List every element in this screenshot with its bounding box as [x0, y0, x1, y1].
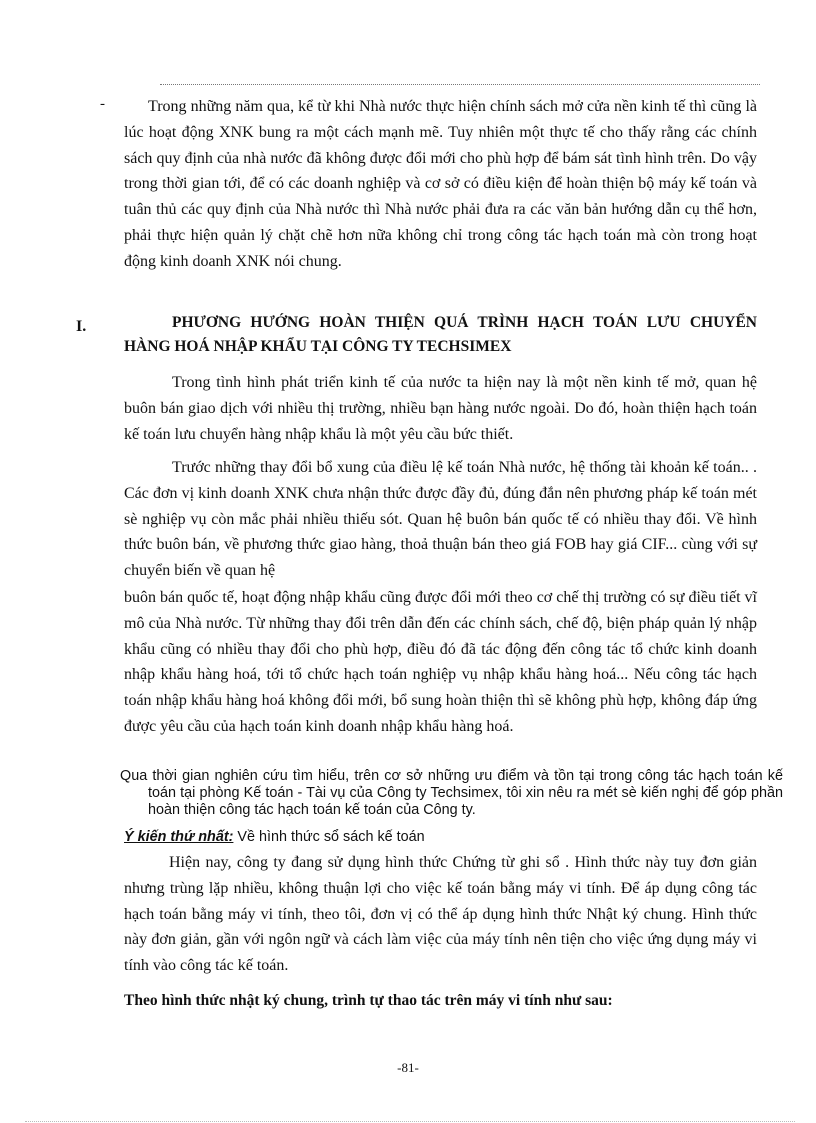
page-number: -81-: [397, 1060, 419, 1075]
paragraph-current-form: Hiện nay, công ty đang sử dụng hình thức Chứng từ ghi sổ . Hình thức này tuy đơn giản nhưng trùng lặp nhiều, không thuận lợi cho việc kế toán bằng máy vi tính. Để áp dụng công tác hạch toán bằng máy vi tính, theo tôi, đơn vị có thể áp dụng hình thức Nhật ký chung. Hình thức này đơn giản, gần với ngôn ngữ và cách làm việc của máy tính nên tiện cho việc ứng dụng máy vi tính vào công tác kế toán.: [124, 854, 757, 975]
intro-paragraph: Trong những năm qua, kể từ khi Nhà nước thực hiện chính sách mở cửa nền kinh tế thì cũng là lúc hoạt động XNK bung ra một cách mạnh mẽ. Tuy nhiên một thực tế cho thấy rằng các chính sách quy định của nhà nước đã không được đổi mới cho phù hợp để bám sát tình hình trên. Do vậy trong thời gian tới, để có các doanh nghiệp và cơ sở có điều kiện để hoàn thiện bộ máy kế toán và tuân thủ các quy định của Nhà nước thì Nhà nước phải đưa ra các văn bản hướng dẫn cụ thể hơn, phải thực hiện quản lý chặt chẽ hơn nữa không chỉ trong công tác hạch toán mà còn trong hoạt động kinh doanh XNK nói chung.: [124, 98, 757, 270]
paragraph-changes: Trước những thay đổi bổ xung của điều lệ kế toán Nhà nước, hệ thống tài khoản kế toán.. . Các đơn vị kinh doanh XNK chưa nhận thức được đầy đủ, đúng đắn nên phương pháp kế toán mét sè nghiệp vụ còn mắc phải nhiều thiếu sót. Quan hệ buôn bán quốc tế có nhiều thay đổi. Về hình thức buôn bán, về phương thức giao hàng, thoả thuận bán theo giá FOB hay giá CIF... cùng với sự chuyển biến về quan hệ: [124, 459, 757, 580]
paragraph-import-activity: buôn bán quốc tế, hoạt động nhập khẩu cũng được đổi mới theo cơ chế thị trường có sự điều tiết vĩ mô của Nhà nước. Từ những thay đổi trên dẫn đến các chính sách, chế độ, biện pháp quản lý nhập khẩu cũng có nhiều thay đổi cho phù hợp, điều đó đã tác động đến công tác tổ chức kinh doanh nhập khẩu hàng hoá, tới tổ chức hạch toán nghiệp vụ nhập khẩu hàng hoá... Nếu công tác hạch toán nhập khẩu hàng hoá không đổi mới, bổ sung hoàn thiện thì sẽ không phù hợp, không đáp ứng được yêu cầu của hạch toán kinh doanh nhập khẩu hàng hoá.: [124, 589, 757, 735]
bullet-dash: -: [100, 96, 105, 112]
section-number: I.: [76, 318, 87, 335]
footer-rule: [25, 1121, 795, 1122]
first-opinion-text: Về hình thức sổ sách kế toán: [233, 829, 425, 845]
paragraph-context: Trong tình hình phát triển kinh tế của nước ta hiện nay là một nền kinh tế mở, quan hệ buôn bán giao dịch với nhiều thị trường, nhiều bạn hàng nước ngoài. Do đó, hoàn thiện hạch toán kế toán lưu chuyển hàng nhập khẩu là một yêu cầu bức thiết.: [124, 374, 757, 443]
header-rule: [160, 84, 760, 85]
first-opinion-heading: [124, 829, 425, 845]
first-opinion-label: Ý kiến thứ nhất:: [124, 829, 234, 845]
section-title: PHƯƠNG HƯỚNG HOÀN THIỆN QUÁ TRÌNH HẠCH TOÁN LƯU CHUYỂN HÀNG HOÁ NHẬP KHẨU TẠI CÔNG TY TECHSIMEX: [124, 314, 757, 355]
procedure-heading: Theo hình thức nhật ký chung, trình tự thao tác trên máy vi tính như sau:: [124, 992, 613, 1009]
paragraph-research: Qua thời gian nghiên cứu tìm hiểu, trên cơ sở những ưu điểm và tồn tại trong công tác hạch toán kế toán tại phòng Kế toán - Tài vụ của Công ty Techsimex, tôi xin nêu ra mét sè kiến nghị để góp phần hoàn thiện công tác hạch toán kế toán của Công ty.: [120, 768, 783, 818]
